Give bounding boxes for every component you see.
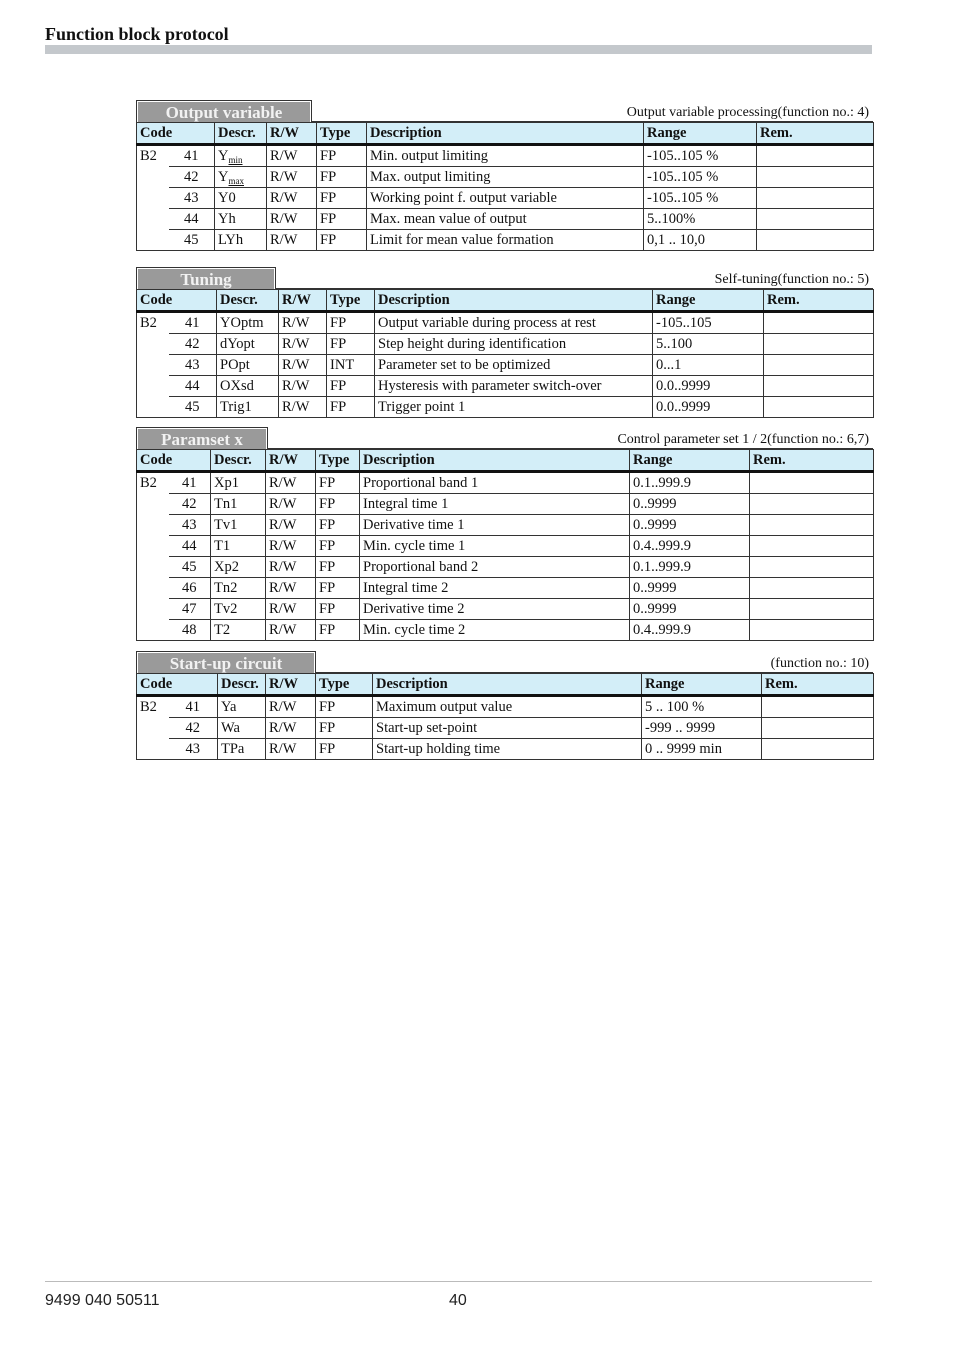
code-cell <box>137 355 169 376</box>
table-row <box>137 620 874 641</box>
code-cell <box>137 230 169 251</box>
table-row <box>137 578 874 599</box>
type-cell: FP <box>317 145 367 167</box>
param-number-cell: 46 <box>169 578 211 599</box>
table-row <box>137 312 874 334</box>
range-cell: 5..100 <box>653 334 764 355</box>
description-cell: Hysteresis with parameter switch-over <box>375 376 653 397</box>
description-cell: Min. cycle time 2 <box>360 620 630 641</box>
descr-cell <box>215 230 267 251</box>
table-row <box>137 696 874 718</box>
descr-text: Xp1 <box>214 475 239 491</box>
table-row <box>137 397 874 418</box>
table-header-line <box>276 288 873 289</box>
table-header-line <box>316 672 873 673</box>
table-tab <box>136 100 312 122</box>
description-cell: Start-up holding time <box>373 739 642 760</box>
descr-text: T1 <box>214 538 231 554</box>
description-cell: Max. output limiting <box>367 167 644 188</box>
descr-cell <box>217 376 279 397</box>
footer-page-number: 40 <box>449 1292 467 1309</box>
range-cell: -105..105 % <box>644 188 757 209</box>
column-header-descr: Descr. <box>218 674 266 696</box>
range-cell: 0..9999 <box>630 578 750 599</box>
rw-cell: R/W <box>267 230 317 251</box>
table-header-line <box>268 448 873 449</box>
descr-text: Tn2 <box>214 580 238 596</box>
column-header-range: Range <box>644 123 757 145</box>
rw-cell: R/W <box>266 718 316 739</box>
table-header <box>136 100 873 122</box>
table-row <box>137 536 874 557</box>
table-row <box>137 515 874 536</box>
description-cell: Step height during identification <box>375 334 653 355</box>
rem-cell <box>750 515 874 536</box>
rw-cell: R/W <box>266 620 316 641</box>
descr-text: Yh <box>218 211 236 227</box>
description-cell: Start-up set-point <box>373 718 642 739</box>
table-row <box>137 355 874 376</box>
descr-cell <box>217 312 279 334</box>
rw-cell: R/W <box>279 376 327 397</box>
range-cell: 0.1..999.9 <box>630 472 750 494</box>
param-number-cell: 42 <box>169 334 217 355</box>
rw-cell: R/W <box>266 536 316 557</box>
descr-text: TPa <box>221 741 245 757</box>
code-cell <box>137 376 169 397</box>
description-cell: Derivative time 1 <box>360 515 630 536</box>
descr-subscript: min <box>228 155 243 165</box>
type-cell: FP <box>317 230 367 251</box>
column-header-rw: R/W <box>266 450 316 472</box>
rem-cell <box>757 230 874 251</box>
range-cell: -105..105 <box>653 312 764 334</box>
descr-text: T2 <box>214 622 231 638</box>
data-table <box>136 289 874 418</box>
rw-cell: R/W <box>279 334 327 355</box>
type-cell: FP <box>316 557 360 578</box>
descr-text: Xp2 <box>214 559 239 575</box>
rem-cell <box>750 599 874 620</box>
column-header-rw: R/W <box>279 290 327 312</box>
code-cell <box>137 620 169 641</box>
param-number-cell: 45 <box>169 230 215 251</box>
table-row <box>137 209 874 230</box>
param-number-cell: 44 <box>169 209 215 230</box>
code-cell: B2 <box>137 145 169 167</box>
table-row <box>137 188 874 209</box>
data-table <box>136 122 874 251</box>
code-cell <box>137 739 169 760</box>
range-cell: -999 .. 9999 <box>642 718 762 739</box>
rem-cell <box>762 696 874 718</box>
column-header-type: Type <box>327 290 375 312</box>
column-header-code: Code <box>137 674 218 696</box>
table-header-row <box>137 674 874 696</box>
table-row <box>137 472 874 494</box>
rw-cell: R/W <box>279 355 327 376</box>
descr-cell <box>217 397 279 418</box>
param-number-cell: 41 <box>169 312 217 334</box>
type-cell: FP <box>316 599 360 620</box>
code-cell <box>137 557 169 578</box>
descr-cell <box>215 145 267 167</box>
data-table <box>136 673 874 760</box>
column-header-range: Range <box>653 290 764 312</box>
type-cell: FP <box>316 515 360 536</box>
description-cell: Proportional band 2 <box>360 557 630 578</box>
footer-rule <box>45 1281 872 1282</box>
table-tab <box>136 651 316 673</box>
rw-cell: R/W <box>267 188 317 209</box>
table-header-line <box>312 121 873 122</box>
param-number-cell: 44 <box>169 376 217 397</box>
rem-cell <box>762 739 874 760</box>
table-tab-label: Paramset x <box>138 429 266 449</box>
table-row <box>137 557 874 578</box>
descr-text: Trig1 <box>220 399 252 415</box>
code-cell <box>137 494 169 515</box>
data-table <box>136 449 874 641</box>
column-header-code: Code <box>137 290 217 312</box>
description-cell: Proportional band 1 <box>360 472 630 494</box>
rem-cell <box>757 209 874 230</box>
description-cell: Maximum output value <box>373 696 642 718</box>
description-cell: Min. cycle time 1 <box>360 536 630 557</box>
rem-cell <box>764 312 874 334</box>
table-header-row <box>137 123 874 145</box>
code-cell <box>137 718 169 739</box>
description-cell: Min. output limiting <box>367 145 644 167</box>
code-cell: B2 <box>137 696 169 718</box>
descr-text: YOptm <box>220 315 264 331</box>
param-number-cell: 43 <box>169 515 211 536</box>
rw-cell: R/W <box>266 515 316 536</box>
param-number-cell: 41 <box>169 472 211 494</box>
type-cell: FP <box>327 397 375 418</box>
rw-cell: R/W <box>279 397 327 418</box>
range-cell: 0.1..999.9 <box>630 557 750 578</box>
rem-cell <box>764 355 874 376</box>
param-number-cell: 41 <box>169 145 215 167</box>
descr-cell <box>211 578 266 599</box>
range-cell: 5 .. 100 % <box>642 696 762 718</box>
column-header-descr: Descr. <box>211 450 266 472</box>
table-tab-label: Start-up circuit <box>138 653 314 673</box>
table-row <box>137 718 874 739</box>
param-number-cell: 42 <box>169 167 215 188</box>
rw-cell: R/W <box>267 209 317 230</box>
descr-text: Tn1 <box>214 496 238 512</box>
descr-text: Tv1 <box>214 517 238 533</box>
column-header-rem: Rem. <box>757 123 874 145</box>
rw-cell: R/W <box>267 167 317 188</box>
range-cell: 0,1 .. 10,0 <box>644 230 757 251</box>
type-cell: FP <box>327 312 375 334</box>
rem-cell <box>750 536 874 557</box>
rem-cell <box>757 145 874 167</box>
column-header-descr: Descr. <box>217 290 279 312</box>
rem-cell <box>762 718 874 739</box>
param-number-cell: 41 <box>169 696 218 718</box>
range-cell: 0.0..9999 <box>653 397 764 418</box>
param-number-cell: 45 <box>169 557 211 578</box>
column-header-description: Description <box>367 123 644 145</box>
type-cell: FP <box>316 578 360 599</box>
column-header-rw: R/W <box>267 123 317 145</box>
table-tab <box>136 427 268 449</box>
description-cell: Integral time 2 <box>360 578 630 599</box>
description-cell: Limit for mean value formation <box>367 230 644 251</box>
column-header-description: Description <box>373 674 642 696</box>
table-row <box>137 145 874 167</box>
range-cell: 0..9999 <box>630 494 750 515</box>
column-header-rem: Rem. <box>762 674 874 696</box>
column-header-range: Range <box>630 450 750 472</box>
header-rule <box>45 45 872 54</box>
descr-text: Wa <box>221 720 240 736</box>
column-header-description: Description <box>375 290 653 312</box>
type-cell: FP <box>316 718 373 739</box>
column-header-type: Type <box>316 450 360 472</box>
descr-cell <box>215 188 267 209</box>
rw-cell: R/W <box>266 557 316 578</box>
table-row <box>137 376 874 397</box>
column-header-type: Type <box>317 123 367 145</box>
descr-subscript: max <box>228 176 244 186</box>
param-number-cell: 47 <box>169 599 211 620</box>
footer-doc-number: 9499 040 50511 <box>45 1292 160 1309</box>
table-caption: (function no.: 10) <box>770 656 869 671</box>
type-cell: FP <box>316 620 360 641</box>
table-row <box>137 230 874 251</box>
rw-cell: R/W <box>266 599 316 620</box>
table-header <box>136 267 873 289</box>
page-title: Function block protocol <box>45 24 229 44</box>
description-cell: Integral time 1 <box>360 494 630 515</box>
code-cell <box>137 167 169 188</box>
descr-cell <box>211 557 266 578</box>
description-cell: Max. mean value of output <box>367 209 644 230</box>
descr-cell <box>211 620 266 641</box>
column-header-code: Code <box>137 450 211 472</box>
table-row <box>137 599 874 620</box>
rw-cell: R/W <box>279 312 327 334</box>
rw-cell: R/W <box>266 472 316 494</box>
descr-cell <box>215 209 267 230</box>
rw-cell: R/W <box>266 696 316 718</box>
param-number-cell: 42 <box>169 494 211 515</box>
type-cell: FP <box>317 188 367 209</box>
table-header <box>136 651 873 673</box>
descr-cell <box>211 472 266 494</box>
range-cell: 0 .. 9999 min <box>642 739 762 760</box>
descr-cell <box>218 696 266 718</box>
code-cell <box>137 334 169 355</box>
type-cell: INT <box>327 355 375 376</box>
descr-text: OXsd <box>220 378 254 394</box>
table-block <box>136 100 873 251</box>
range-cell: 0..9999 <box>630 515 750 536</box>
descr-cell <box>211 536 266 557</box>
param-number-cell: 45 <box>169 397 217 418</box>
column-header-rem: Rem. <box>764 290 874 312</box>
code-cell <box>137 209 169 230</box>
rem-cell <box>750 620 874 641</box>
table-row <box>137 167 874 188</box>
range-cell: 0..9999 <box>630 599 750 620</box>
code-cell <box>137 536 169 557</box>
description-cell: Trigger point 1 <box>375 397 653 418</box>
description-cell: Parameter set to be optimized <box>375 355 653 376</box>
range-cell: -105..105 % <box>644 167 757 188</box>
code-cell <box>137 397 169 418</box>
column-header-type: Type <box>316 674 373 696</box>
code-cell <box>137 515 169 536</box>
descr-text: Tv2 <box>214 601 238 617</box>
descr-cell <box>211 494 266 515</box>
param-number-cell: 43 <box>169 739 218 760</box>
descr-cell <box>217 355 279 376</box>
range-cell: 0.0..9999 <box>653 376 764 397</box>
descr-text: Ya <box>221 699 237 715</box>
rw-cell: R/W <box>266 494 316 515</box>
rw-cell: R/W <box>266 739 316 760</box>
descr-text: LYh <box>218 232 244 248</box>
table-header-row <box>137 290 874 312</box>
rem-cell <box>750 578 874 599</box>
rem-cell <box>764 397 874 418</box>
table-caption: Self-tuning(function no.: 5) <box>714 272 869 287</box>
table-tab-label: Output variable <box>138 102 310 122</box>
param-number-cell: 44 <box>169 536 211 557</box>
range-cell: -105..105 % <box>644 145 757 167</box>
rem-cell <box>750 557 874 578</box>
rem-cell <box>750 472 874 494</box>
descr-cell <box>215 167 267 188</box>
code-cell <box>137 599 169 620</box>
rw-cell: R/W <box>267 145 317 167</box>
range-cell: 0.4..999.9 <box>630 620 750 641</box>
rem-cell <box>764 334 874 355</box>
table-row <box>137 494 874 515</box>
rem-cell <box>757 188 874 209</box>
code-cell: B2 <box>137 472 169 494</box>
rem-cell <box>750 494 874 515</box>
column-header-code: Code <box>137 123 215 145</box>
code-cell <box>137 188 169 209</box>
descr-text: dYopt <box>220 336 255 352</box>
table-row <box>137 739 874 760</box>
param-number-cell: 48 <box>169 620 211 641</box>
descr-text: Y <box>218 169 229 185</box>
type-cell: FP <box>316 494 360 515</box>
table-block <box>136 427 873 641</box>
range-cell: 5..100% <box>644 209 757 230</box>
type-cell: FP <box>327 334 375 355</box>
description-cell: Working point f. output variable <box>367 188 644 209</box>
column-header-rem: Rem. <box>750 450 874 472</box>
param-number-cell: 43 <box>169 355 217 376</box>
descr-cell <box>211 599 266 620</box>
table-block <box>136 267 873 418</box>
code-cell <box>137 578 169 599</box>
table-block <box>136 651 873 760</box>
param-number-cell: 43 <box>169 188 215 209</box>
rw-cell: R/W <box>266 578 316 599</box>
code-cell: B2 <box>137 312 169 334</box>
type-cell: FP <box>317 167 367 188</box>
table-tab <box>136 267 276 289</box>
descr-text: Y <box>218 148 229 164</box>
table-header-row <box>137 450 874 472</box>
column-header-rw: R/W <box>266 674 316 696</box>
table-tab-label: Tuning <box>138 269 274 289</box>
descr-cell <box>218 718 266 739</box>
type-cell: FP <box>317 209 367 230</box>
table-caption: Output variable processing(function no.: 4) <box>626 105 869 120</box>
descr-cell <box>218 739 266 760</box>
range-cell: 0...1 <box>653 355 764 376</box>
range-cell: 0.4..999.9 <box>630 536 750 557</box>
type-cell: FP <box>316 472 360 494</box>
descr-cell <box>217 334 279 355</box>
descr-text: Y0 <box>218 190 236 206</box>
type-cell: FP <box>327 376 375 397</box>
table-row <box>137 334 874 355</box>
table-header <box>136 427 873 449</box>
description-cell: Derivative time 2 <box>360 599 630 620</box>
param-number-cell: 42 <box>169 718 218 739</box>
column-header-descr: Descr. <box>215 123 267 145</box>
rem-cell <box>764 376 874 397</box>
column-header-description: Description <box>360 450 630 472</box>
type-cell: FP <box>316 739 373 760</box>
column-header-range: Range <box>642 674 762 696</box>
rem-cell <box>757 167 874 188</box>
type-cell: FP <box>316 696 373 718</box>
descr-cell <box>211 515 266 536</box>
descr-text: POpt <box>220 357 250 373</box>
description-cell: Output variable during process at rest <box>375 312 653 334</box>
table-caption: Control parameter set 1 / 2(function no.: 6,7) <box>617 432 869 447</box>
type-cell: FP <box>316 536 360 557</box>
